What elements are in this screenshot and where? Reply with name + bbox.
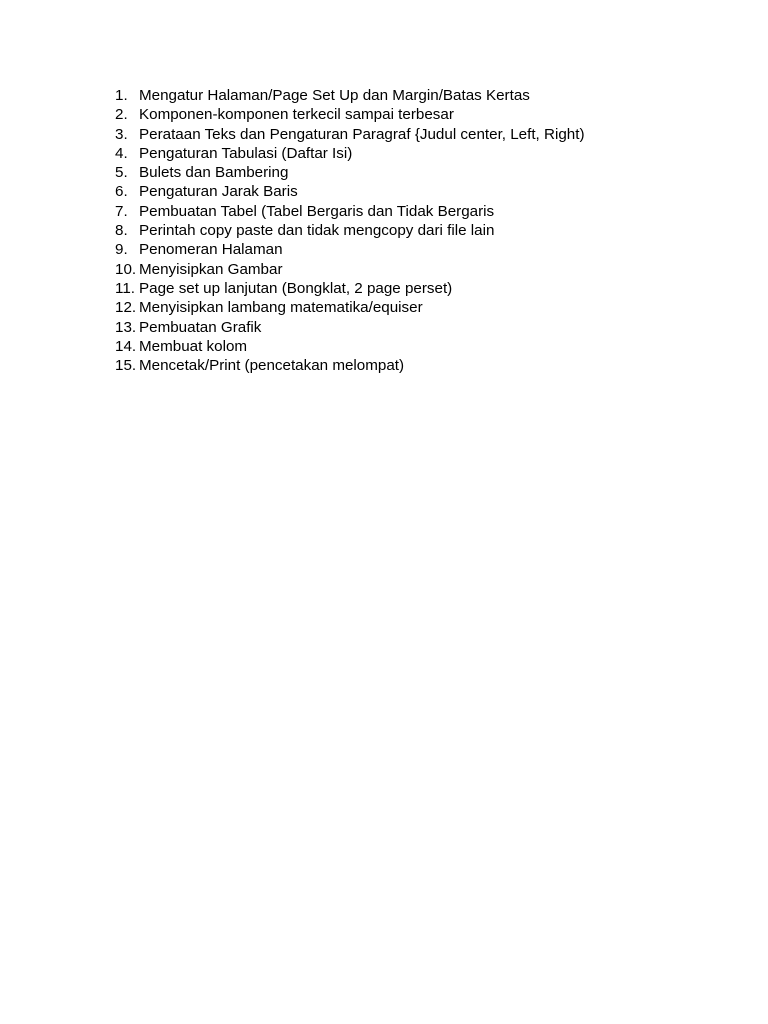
- list-item: [115, 298, 585, 317]
- list-item: [115, 182, 585, 201]
- list-item-text: Perataan Teks dan Pengaturan Paragraf {Judul center, Left, Right): [139, 125, 585, 143]
- list-item: [115, 144, 585, 163]
- list-item-number: 4.: [115, 144, 128, 162]
- list-item-number: 1.: [115, 87, 128, 104]
- list-item-text: Penomeran Halaman: [139, 241, 283, 259]
- list-item: [115, 163, 585, 182]
- list-item-number: 15.: [115, 357, 137, 375]
- list-item-number: 11.: [115, 279, 135, 297]
- list-item-text: Pembuatan Grafik: [139, 318, 262, 336]
- list-item-text: Perintah copy paste dan tidak mengcopy dari file lain: [139, 222, 495, 240]
- list-item-text: Bulets dan Bambering: [139, 164, 289, 182]
- list-item-number: 8.: [115, 222, 128, 240]
- list-item-number: 9.: [115, 241, 128, 259]
- list-item-text: Membuat kolom: [139, 337, 248, 355]
- list-item: [115, 221, 585, 240]
- list-item: [115, 125, 585, 144]
- numbered-list: [115, 86, 585, 375]
- list-item-number: 6.: [115, 183, 128, 201]
- list-item-number: 5.: [115, 164, 128, 182]
- list-item-number: 7.: [115, 202, 128, 220]
- list-item-number: 3.: [115, 125, 128, 143]
- list-item-text: Pembuatan Tabel (Tabel Bergaris dan Tidak Bergaris: [139, 202, 495, 220]
- list-item: [115, 105, 585, 124]
- list-item-text: Mencetak/Print (pencetakan melompat): [139, 357, 405, 375]
- list-item-text: Menyisipkan lambang matematika/equiser: [139, 299, 423, 317]
- list-item: [115, 337, 585, 356]
- list-item: [115, 86, 585, 105]
- list-item-number: 10.: [115, 260, 137, 278]
- list-item: [115, 260, 585, 279]
- list-item-text: Menyisipkan Gambar: [139, 260, 283, 278]
- list-item-text: Komponen-komponen terkecil sampai terbesar: [139, 106, 454, 124]
- list-item: [115, 202, 585, 221]
- list-item-text: Mengatur Halaman/Page Set Up dan Margin/Batas Kertas: [139, 87, 530, 104]
- list-item: [115, 318, 585, 337]
- list-item-text: Pengaturan Tabulasi (Daftar Isi): [139, 144, 353, 162]
- list-item-number: 14.: [115, 337, 137, 355]
- list-item-text: Page set up lanjutan (Bongklat, 2 page perset): [139, 279, 453, 297]
- list-item-text: Pengaturan Jarak Baris: [139, 183, 298, 201]
- list-item-number: 12.: [115, 299, 137, 317]
- list-item: [115, 356, 585, 375]
- list-item-number: 13.: [115, 318, 137, 336]
- list-item: [115, 279, 585, 298]
- list-item-number: 2.: [115, 106, 128, 124]
- list-item: [115, 240, 585, 259]
